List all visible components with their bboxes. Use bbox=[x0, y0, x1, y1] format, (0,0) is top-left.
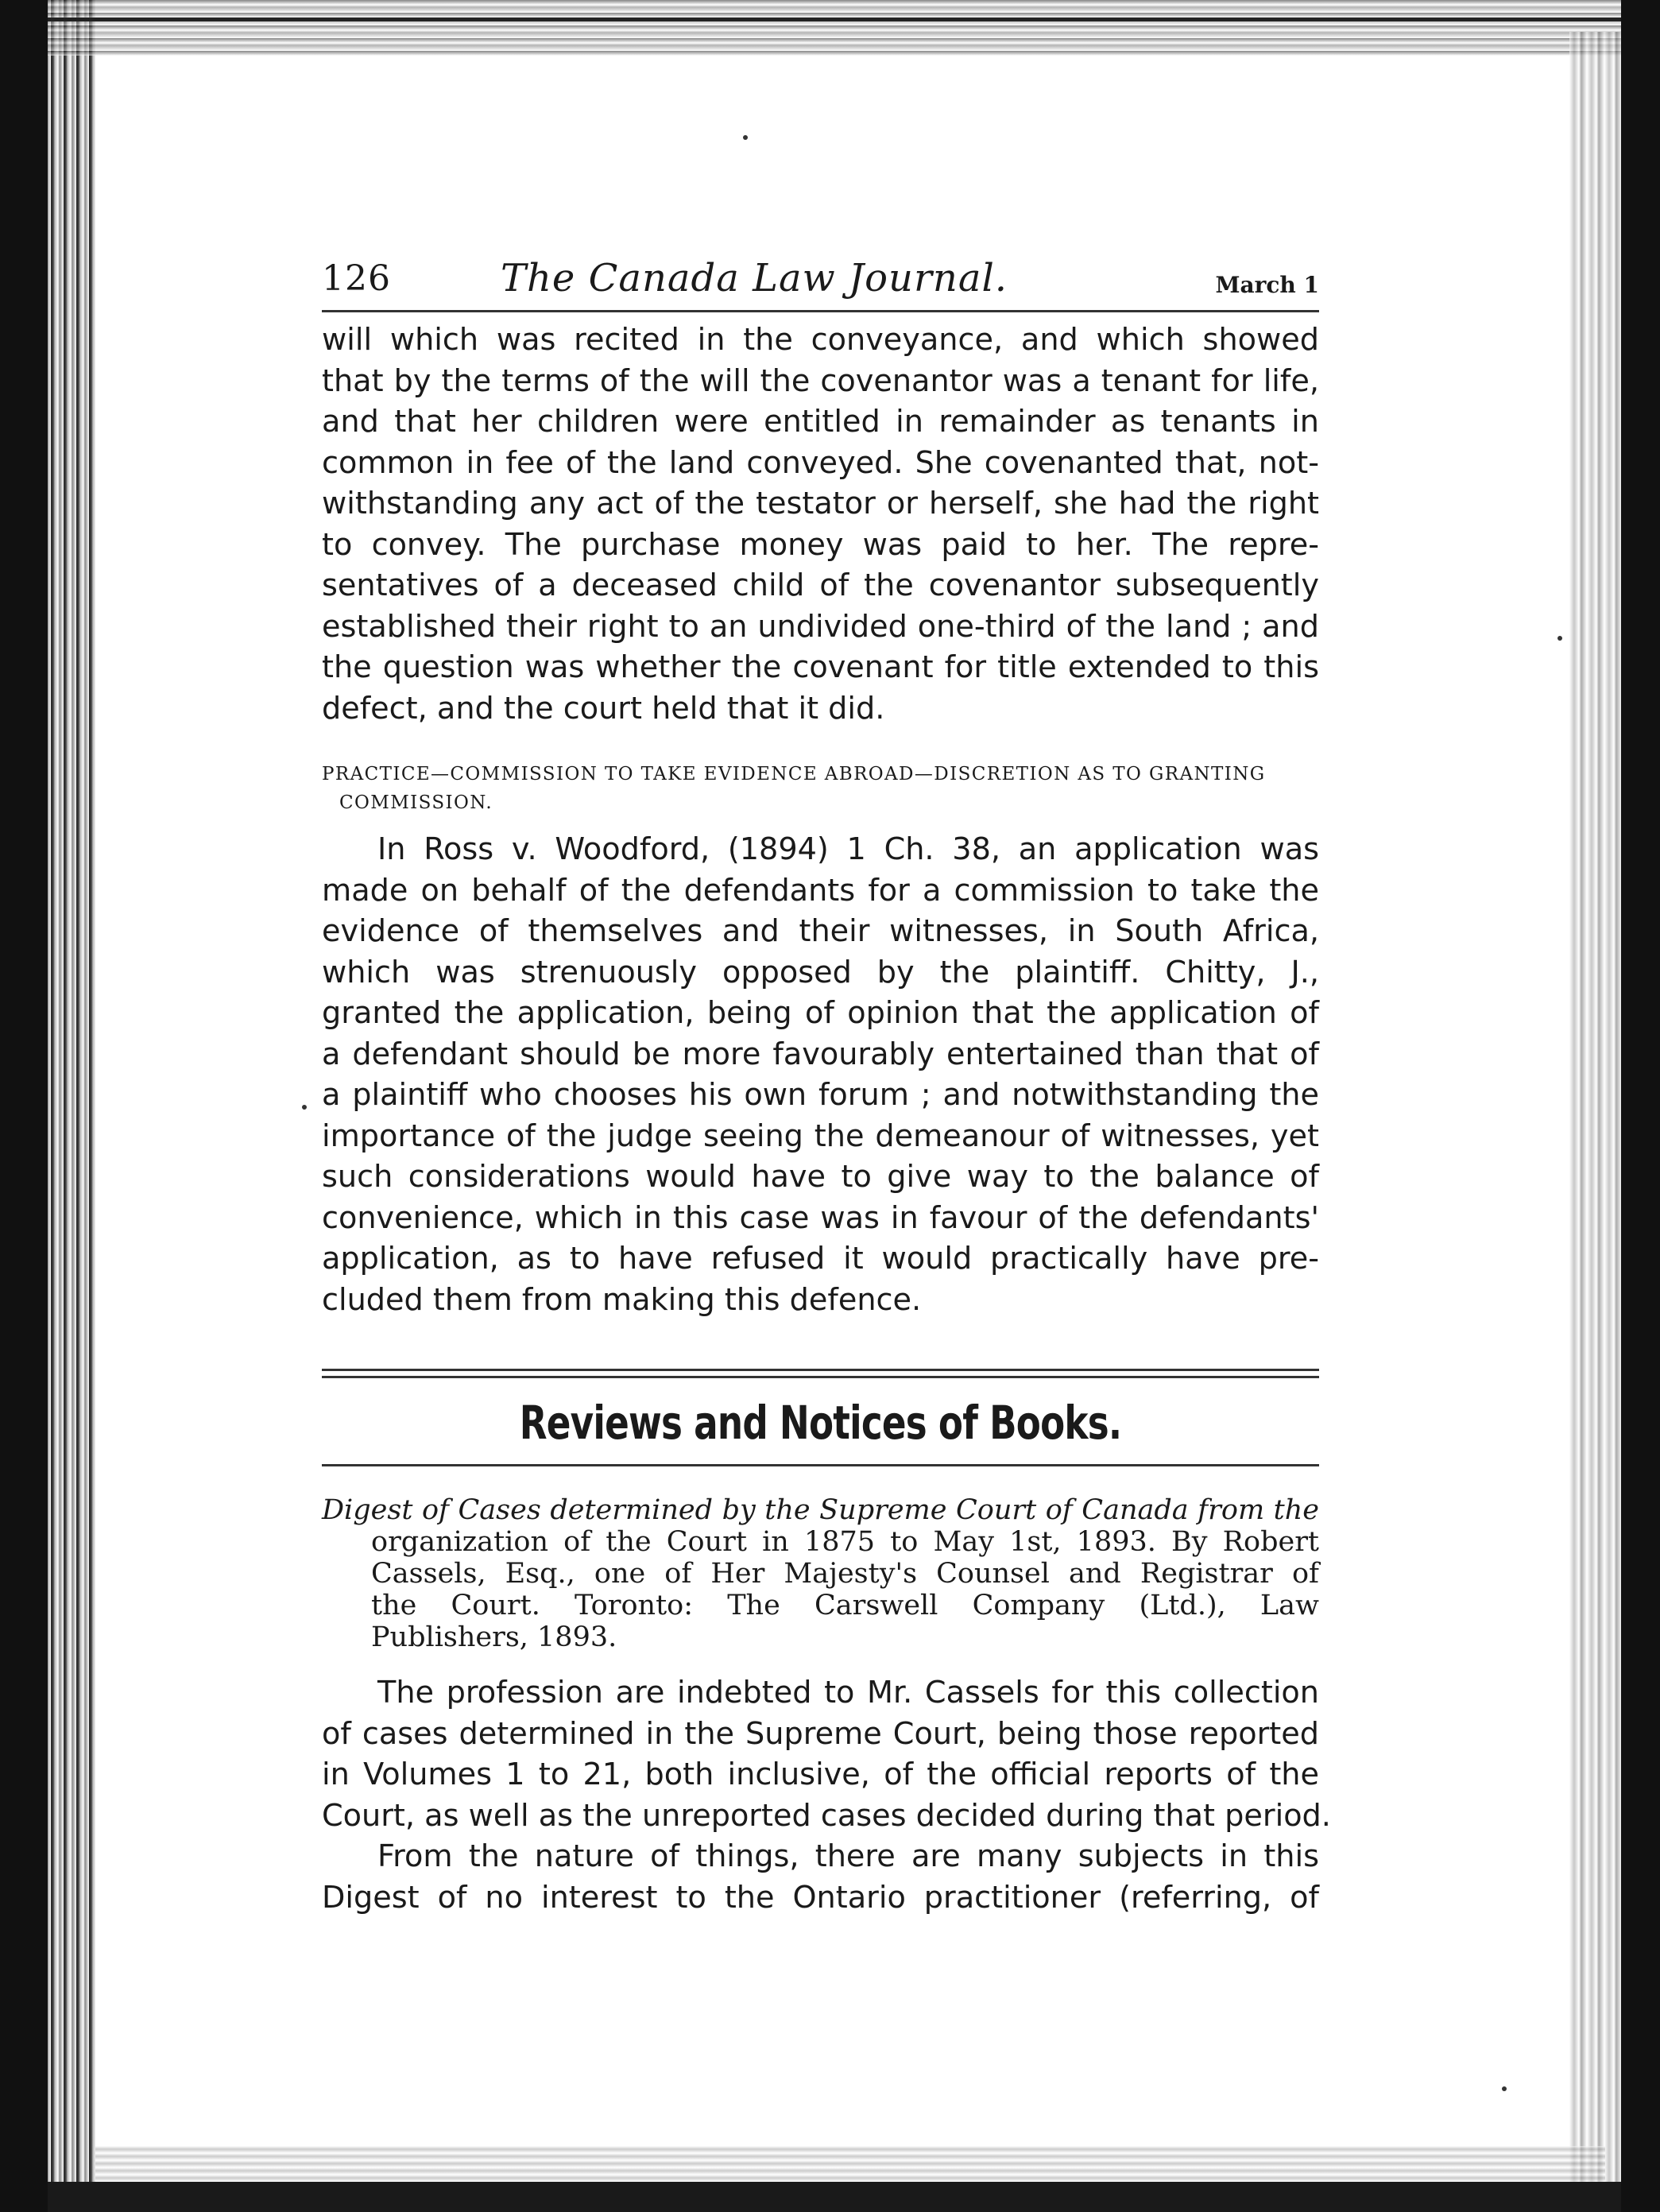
section-heading: Reviews and Notices of Books. bbox=[519, 1396, 1122, 1450]
case-catchline bbox=[322, 760, 1319, 817]
scan-edge-left-dark bbox=[0, 0, 48, 2212]
scan-speck bbox=[1502, 2086, 1507, 2091]
heading-rule bbox=[322, 1464, 1319, 1466]
citation-line: Cassels, Esq., one of Her Majesty's Counsel and Registrar of bbox=[371, 1558, 1319, 1590]
text-line: The profession are indebted to Mr. Cassels for this collection bbox=[377, 1675, 1319, 1710]
text-line: From the nature of things, there are many subjects in this bbox=[377, 1839, 1319, 1874]
book-citation bbox=[322, 1494, 1319, 1653]
text-line: In Ross v. Woodford, (1894) 1 Ch. 38, an application was bbox=[377, 832, 1319, 867]
citation-line: the Court. Toronto: The Carswell Company (Ltd.), Law bbox=[371, 1590, 1319, 1621]
text-line: convenience, which in this case was in favour of the defendants' bbox=[322, 1200, 1319, 1236]
catchline-line: PRACTICE—COMMISSION TO TAKE EVIDENCE ABROAD—DISCRETION AS TO GRANTING bbox=[322, 764, 1266, 784]
issue-date: March 1 bbox=[1215, 272, 1319, 298]
text-line: the question was whether the covenant for title extended to this bbox=[322, 650, 1319, 685]
journal-title: The Canada Law Journal. bbox=[501, 256, 1008, 300]
text-line: that by the terms of the will the covenantor was a tenant for life, bbox=[322, 363, 1319, 399]
citation-line: organization of the Court in 1875 to May 1st, 1893. By Robert bbox=[371, 1526, 1319, 1558]
scan-edge-bottom bbox=[48, 2182, 1621, 2212]
citation-line: Digest of Cases determined by the Supreme Court of Canada from the bbox=[322, 1494, 1319, 1526]
text-line: and that her children were entitled in remainder as tenants in bbox=[322, 405, 1319, 440]
catchline-line: COMMISSION. bbox=[339, 792, 493, 813]
text-line: defect, and the court held that it did. bbox=[322, 691, 885, 726]
text-line: such considerations would have to give way to the balance of bbox=[322, 1160, 1319, 1195]
paragraph-review-intro bbox=[322, 1673, 1331, 1837]
scan-edge-top-line bbox=[48, 17, 1621, 21]
text-line: made on behalf of the defendants for a commission to take the bbox=[322, 873, 1319, 908]
scan-edge-right bbox=[1569, 32, 1625, 2194]
page-number: 126 bbox=[322, 258, 391, 299]
text-line: importance of the judge seeing the demeanour of witnesses, yet bbox=[322, 1118, 1319, 1154]
text-line: withstanding any act of the testator or herself, she had the right bbox=[322, 486, 1319, 521]
paragraph-review-continued bbox=[322, 1837, 1319, 1919]
paragraph-ross-v-woodford bbox=[322, 830, 1319, 1321]
text-line: established their right to an undivided one-third of the land ; and bbox=[322, 609, 1319, 645]
scan-edge-bottom-fade bbox=[95, 2146, 1605, 2182]
section-divider bbox=[322, 1369, 1319, 1378]
text-line: application, as to have refused it would practically have pre- bbox=[322, 1242, 1319, 1276]
text-line: of cases determined in the Supreme Court, being those reported bbox=[322, 1716, 1319, 1752]
text-line: will which was recited in the conveyance, and which showed bbox=[322, 323, 1319, 358]
text-line: to convey. The purchase money was paid to her. The repre- bbox=[322, 527, 1319, 563]
text-line: Court, as well as the unreported cases decided during that period. bbox=[322, 1798, 1331, 1834]
text-line: a plaintiff who chooses his own forum ; and notwithstanding the bbox=[322, 1078, 1319, 1113]
scan-speck bbox=[743, 135, 748, 140]
citation-line: Publishers, 1893. bbox=[371, 1621, 617, 1653]
scan-speck bbox=[1557, 636, 1562, 641]
text-line: common in fee of the land conveyed. She covenanted that, not- bbox=[322, 445, 1319, 481]
text-line: a defendant should be more favourably entertained than that of bbox=[322, 1036, 1319, 1072]
journal-page bbox=[322, 254, 1331, 1919]
scan-edge-top bbox=[48, 0, 1621, 56]
text-line: cluded them from making this defence. bbox=[322, 1282, 922, 1318]
text-line: which was strenuously opposed by the plaintiff. Chitty, J., bbox=[322, 955, 1319, 990]
text-line: Digest of no interest to the Ontario practitioner (referring, of bbox=[322, 1880, 1319, 1916]
text-line: evidence of themselves and their witnesses, in South Africa, bbox=[322, 914, 1319, 949]
paragraph-covenant-case bbox=[322, 320, 1319, 730]
scan-speck bbox=[302, 1105, 307, 1110]
scan-edge-right-dark bbox=[1621, 0, 1660, 2212]
running-header bbox=[322, 254, 1319, 312]
text-line: sentatives of a deceased child of the covenantor subsequently bbox=[322, 568, 1319, 603]
text-line: granted the application, being of opinion that the application of bbox=[322, 996, 1319, 1031]
text-line: in Volumes 1 to 21, both inclusive, of the official reports of the bbox=[322, 1757, 1319, 1792]
